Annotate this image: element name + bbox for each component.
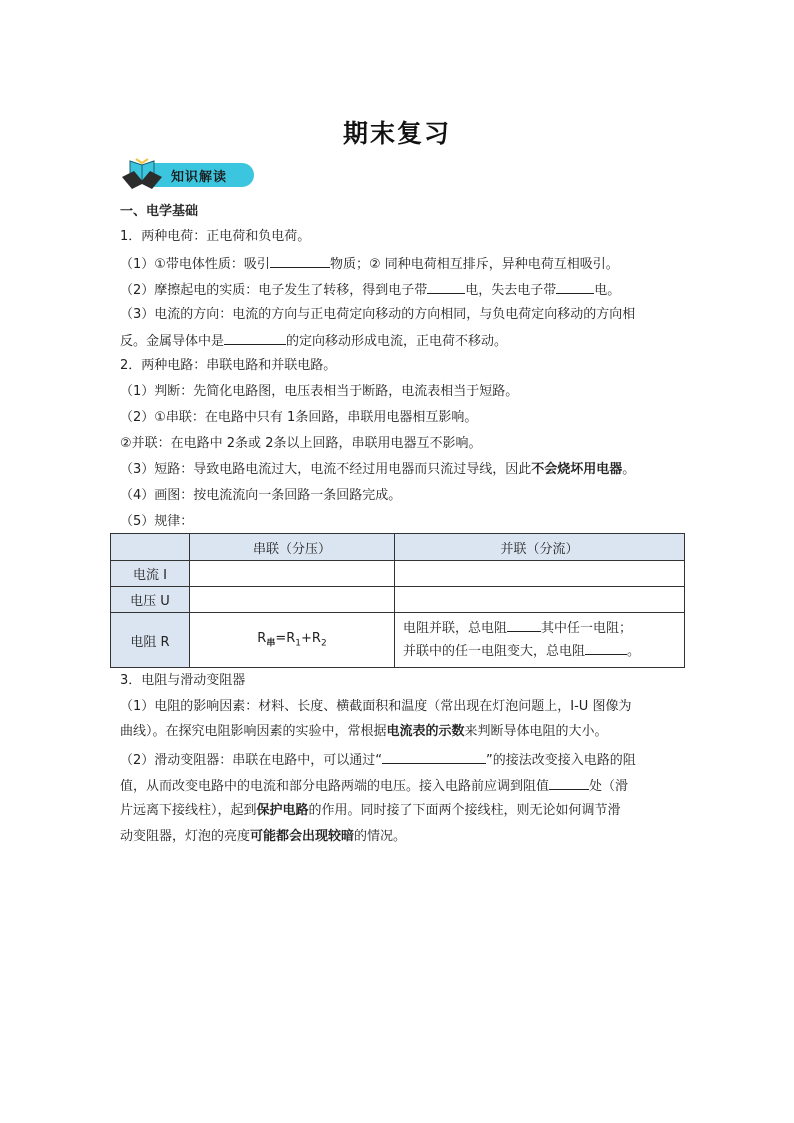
formula-cell: $R_串=R_1+R_2$ <box>190 613 395 668</box>
answer-cell[interactable] <box>190 587 395 613</box>
paragraph: （1）判断：先简化电路图，电压表相当于断路，电流表相当于短路。 <box>120 384 519 399</box>
paragraph: 2．两种电路：串联电路和并联电路。 <box>120 358 337 373</box>
table-header: 并联（分流） <box>395 534 685 561</box>
open-book-icon <box>120 157 164 190</box>
paragraph: 3．电阻与滑动变阻器 <box>120 673 246 688</box>
paragraph: （2）滑动变阻器：串联在电路中，可以通过“ ”的接法改变接入电路的阻 <box>120 750 680 770</box>
paragraph: 反。金属导体中是 的定向移动形成电流，正电荷不移动。 <box>120 331 680 351</box>
paragraph: 曲线）。在探究电阻影响因素的实验中，常根据电流表的示数来判断导体电阻的大小。 <box>120 724 608 739</box>
answer-cell[interactable] <box>395 561 685 587</box>
paragraph: （2）①串联：在电路中只有 1条回路，串联用电器相互影响。 <box>120 410 478 425</box>
table-row <box>111 587 685 613</box>
paragraph: （1）①带电体性质：吸引 物质；② 同种电荷相互排斥，异种电荷互相吸引。 <box>120 254 680 274</box>
section-banner <box>120 157 254 190</box>
fill-blank[interactable] <box>427 280 465 294</box>
table-row <box>111 561 685 587</box>
banner-label: 知识解读 <box>171 170 228 185</box>
answer-cell: 电阻并联，总电阻 其中任一电阻； 并联中的任一电阻变大，总电阻 。 <box>395 613 685 668</box>
fill-blank[interactable] <box>270 254 330 268</box>
paragraph: 值，从而改变电路中的电流和部分电路两端的电压。接入电路前应调到阻值 处（滑 <box>120 776 680 796</box>
rules-table <box>110 533 685 668</box>
paragraph: （3）短路：导致电路电流过大，电流不经过用电器而只流过导线，因此不会烧坏用电器。 <box>120 462 636 477</box>
answer-cell[interactable] <box>190 561 395 587</box>
paragraph: （4）画图：按电流流向一条回路一条回路完成。 <box>120 488 402 503</box>
paragraph: ②并联：在电路中 2条或 2条以上回路，串联用电器互不影响。 <box>120 436 482 451</box>
row-label: 电流 I <box>111 561 190 587</box>
paragraph: 片远离下接线柱），起到保护电路的作用。同时接了下面两个接线柱，则无论如何调节滑 <box>120 803 621 818</box>
table-header: 串联（分压） <box>190 534 395 561</box>
fill-blank[interactable] <box>585 641 627 655</box>
table-header <box>111 534 190 561</box>
paragraph: 动变阻器，灯泡的亮度可能都会出现较暗的情况。 <box>120 829 407 844</box>
fill-blank[interactable] <box>549 776 589 790</box>
paragraph: （2）摩擦起电的实质：电子发生了转移，得到电子带 电，失去电子带 电。 <box>120 280 680 300</box>
fill-blank[interactable] <box>224 331 286 345</box>
answer-cell[interactable] <box>395 587 685 613</box>
fill-blank[interactable] <box>556 280 594 294</box>
table-row <box>111 613 685 668</box>
row-label: 电阻 R <box>111 613 190 668</box>
paragraph: （5）规律： <box>120 514 194 529</box>
fill-blank[interactable] <box>382 750 486 764</box>
table-header-row <box>111 534 685 561</box>
paragraph: （3）电流的方向：电流的方向与正电荷定向移动的方向相同，与负电荷定向移动的方向相 <box>120 307 636 322</box>
paragraph: （1）电阻的影响因素：材料、长度、横截面积和温度（常出现在灯泡问题上，I-U 图像为 <box>120 699 632 714</box>
section-heading: 一、电学基础 <box>120 204 199 219</box>
row-label: 电压 U <box>111 587 190 613</box>
paragraph: 1．两种电荷：正电荷和负电荷。 <box>120 229 311 244</box>
page-title: 期末复习 <box>342 119 451 148</box>
fill-blank[interactable] <box>507 618 541 632</box>
